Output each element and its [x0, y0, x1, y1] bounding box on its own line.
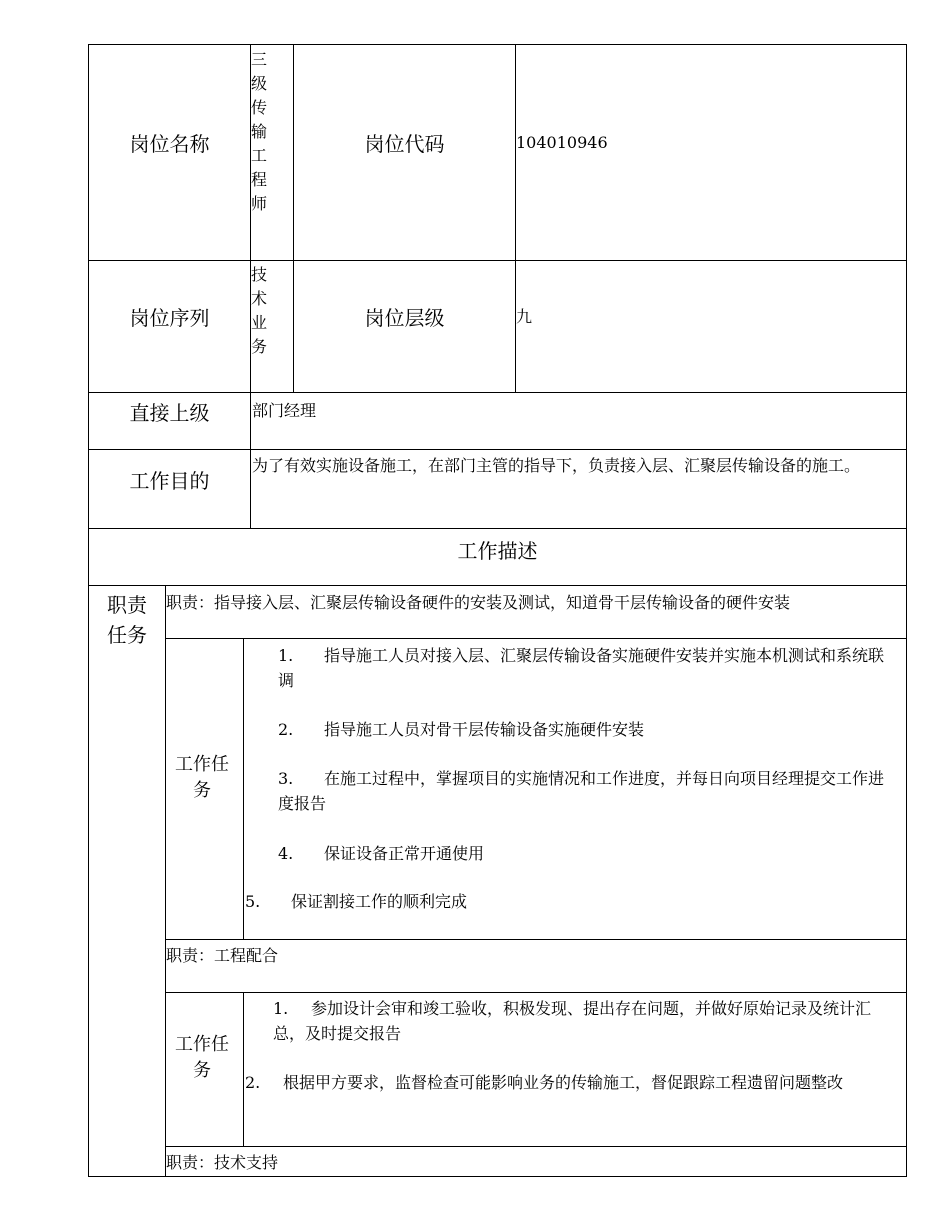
row-divider [88, 260, 907, 261]
task-text: 根据甲方要求，监督检查可能影响业务的传输施工，督促跟踪工程遗留问题整改 [283, 1073, 844, 1092]
task-label: 工作任务 [175, 754, 229, 801]
list-item [245, 889, 890, 914]
col-divider [515, 44, 516, 393]
row-divider [88, 392, 907, 393]
description-title: 工作描述 [457, 539, 538, 563]
post-code-value: 104010946 [516, 133, 608, 152]
purpose-value: 为了有效实施设备施工，在部门主管的指导下，负责接入层、汇聚层传输设备的施工。 [252, 456, 861, 475]
list-item [278, 643, 890, 693]
task-text: 指导施工人员对接入层、汇聚层传输设备实施硬件安装并实施本机测试和系统联调 [278, 646, 885, 690]
task-number: 1. [278, 646, 294, 665]
border-top [88, 44, 907, 45]
border-bottom [88, 1176, 907, 1177]
task-number: 3. [278, 769, 294, 788]
purpose-label: 工作目的 [129, 469, 210, 493]
col-divider [165, 585, 166, 1177]
list-item [278, 717, 890, 742]
task-text: 指导施工人员对骨干层传输设备实施硬件安装 [324, 720, 645, 739]
post-level-label: 岗位层级 [364, 306, 445, 330]
col-divider [293, 44, 294, 393]
list-item [278, 766, 890, 816]
post-series-label: 岗位序列 [129, 306, 210, 330]
duty-3: 职责：技术支持 [166, 1153, 279, 1172]
task-number: 1. [273, 999, 289, 1018]
duty-2: 职责：工程配合 [166, 946, 279, 965]
duty-1: 职责：指导接入层、汇聚层传输设备硬件的安装及测试，知道骨干层传输设备的硬件安装 [166, 593, 791, 612]
supervisor-value: 部门经理 [252, 401, 317, 420]
task-text: 在施工过程中，掌握项目的实施情况和工作进度，并每日向项目经理提交工作进度报告 [278, 769, 885, 813]
post-level-value: 九 [516, 307, 533, 326]
task-label: 工作任务 [175, 1034, 229, 1081]
task-text: 保证设备正常开通使用 [324, 844, 485, 863]
row-divider [88, 528, 907, 529]
list-item [278, 841, 890, 866]
task-text: 参加设计会审和竣工验收，积极发现、提出存在问题，并做好原始记录及统计汇总，及时提交报告 [273, 999, 872, 1043]
list-item [273, 996, 893, 1046]
row-divider [165, 1146, 907, 1147]
task-number: 5. [245, 892, 261, 911]
list-item [245, 1070, 901, 1095]
row-divider [165, 638, 907, 639]
task-number: 2. [245, 1073, 261, 1092]
task-text: 保证割接工作的顺利完成 [291, 892, 468, 911]
border-left [88, 44, 89, 1177]
post-code-label: 岗位代码 [364, 132, 445, 156]
border-right [906, 44, 907, 1177]
row-divider [88, 449, 907, 450]
post-name-label: 岗位名称 [129, 132, 210, 156]
row-divider [165, 939, 907, 940]
post-series-value: 技术业务 [251, 265, 268, 356]
col-divider [243, 992, 244, 1147]
task-number: 2. [278, 720, 294, 739]
task-number: 4. [278, 844, 294, 863]
row-divider [165, 992, 907, 993]
col-divider [243, 638, 244, 940]
supervisor-label: 直接上级 [129, 401, 210, 425]
duties-label: 职责任务 [107, 593, 147, 647]
row-divider [88, 585, 907, 586]
post-name-value: 三级传输工程师 [251, 50, 268, 213]
